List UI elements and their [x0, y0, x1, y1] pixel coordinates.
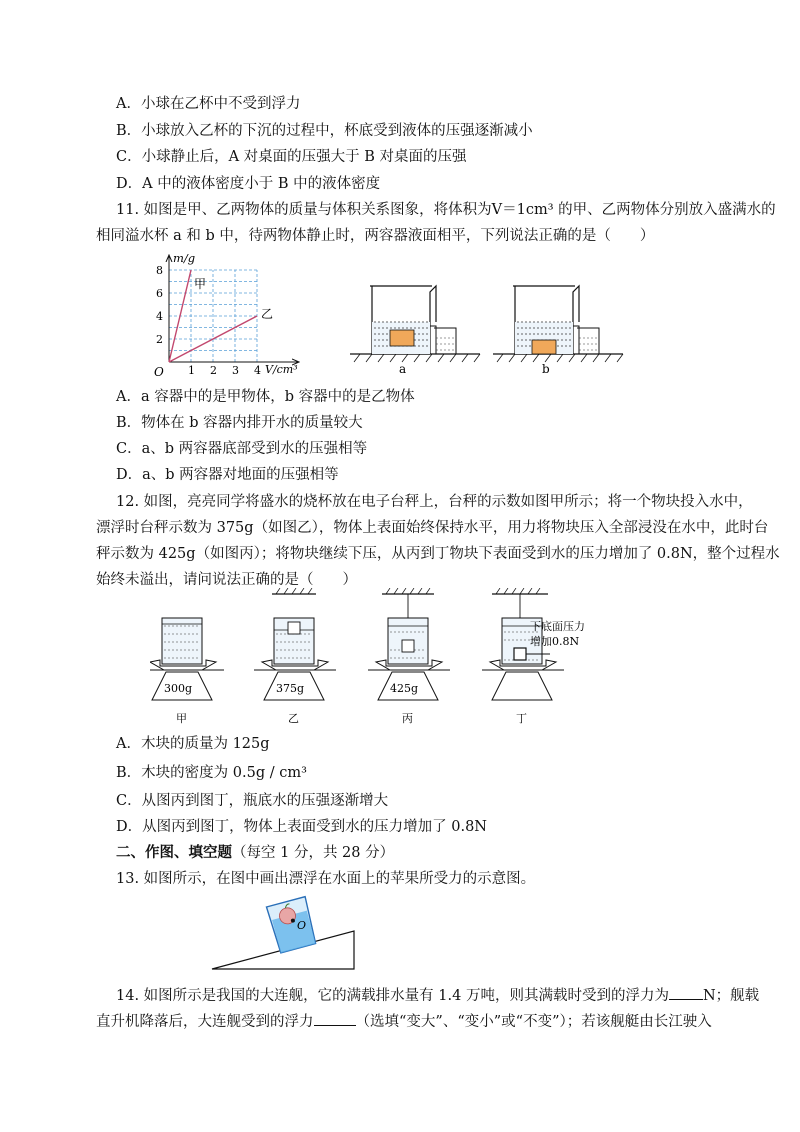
- y-tick-label: 6: [156, 287, 163, 300]
- q14-line1-text-b: N；舰载: [702, 988, 760, 1004]
- cup-a: [350, 286, 480, 376]
- q10-option-c: C．小球静止后，A 对桌面的压强大于 B 对桌面的压强: [116, 149, 467, 165]
- q12-option-b: B．木块的密度为 0.5g / cm³: [116, 765, 307, 781]
- annotation-line1: 下底面压力: [530, 620, 585, 633]
- q14-line1-text-a: 14. 如图所示是我国的大连舰，它的满载排水量有 1.4 万吨，则其满载时受到的浮力为: [116, 988, 669, 1004]
- q12-stem-line1: 12. 如图，亮亮同学将盛水的烧杯放在电子台秤上，台秤的示数如图甲所示；将一个物块投入水中，: [116, 494, 753, 510]
- scale-label-jia: 甲: [176, 712, 187, 725]
- x-axis-label: V/cm³: [265, 363, 298, 376]
- y-axis-label: m/g: [173, 251, 196, 265]
- y-tick-label: 2: [156, 333, 163, 346]
- scale-ding: [482, 588, 585, 725]
- scale-reading-bing: 425g: [390, 682, 419, 695]
- q12-stem-line2: 漂浮时台秤示数为 375g（如图乙），物体上表面始终保持水平，用力将物块压入全部浸没在水中，此时台: [96, 520, 769, 536]
- x-tick-label: 3: [232, 364, 239, 377]
- q11-option-a: A．a 容器中的是甲物体，b 容器中的是乙物体: [116, 389, 415, 405]
- series-label-jia: 甲: [194, 277, 207, 291]
- q11-option-c: C．a、b 两容器底部受到水的压强相等: [116, 441, 368, 457]
- point-o-label: O: [297, 919, 307, 932]
- x-tick-label: 1: [188, 364, 195, 377]
- q11-option-b: B．物体在 b 容器内排开水的质量较大: [116, 415, 363, 431]
- y-tick-label: 8: [156, 264, 163, 277]
- scale-label-bing: 丙: [402, 712, 413, 725]
- q13-stem: 13. 如图所示，在图中画出漂浮在水面上的苹果所受力的示意图。: [116, 871, 536, 887]
- q12-option-d: D．从图丙到图丁，物体上表面受到水的压力增加了 0.8N: [116, 819, 487, 835]
- q11-mass-volume-graph: [148, 250, 308, 380]
- origin-label: O: [154, 365, 164, 379]
- q10-option-b: B．小球放入乙杯的下沉的过程中，杯底受到液体的压强逐渐减小: [116, 123, 533, 139]
- q14-line1: [116, 985, 759, 1006]
- q11-stem-line2: 相同溢水杯 a 和 b 中，待两物体静止时，两容器液面相平，下列说法正确的是（ ）: [96, 228, 655, 244]
- cup-label-a: a: [399, 362, 407, 376]
- scale-label-yi: 乙: [288, 712, 299, 725]
- q11-overflow-cups: [348, 278, 628, 378]
- q14-line2: [96, 1011, 712, 1032]
- q12-option-c: C．从图丙到图丁，瓶底水的压强逐渐增大: [116, 793, 389, 809]
- q12-option-a: A．木块的质量为 125g: [116, 736, 270, 752]
- scale-jia: [150, 618, 224, 725]
- q12-stem-line4: 始终未溢出，请问说法正确的是（ ）: [96, 572, 357, 588]
- q14-blank-1[interactable]: [669, 985, 703, 1000]
- q10-option-d: D．A 中的液体密度小于 B 中的液体密度: [116, 176, 381, 192]
- q14-blank-2[interactable]: [314, 1011, 356, 1026]
- q14-line2-text-a: 直升机降落后，大连舰受到的浮力: [96, 1014, 314, 1030]
- x-tick-label: 2: [210, 364, 217, 377]
- y-tick-label: 4: [156, 310, 163, 323]
- scale-reading-jia: 300g: [164, 682, 193, 695]
- x-tick-label: 4: [254, 364, 261, 377]
- section-title: 二、作图、填空题: [116, 844, 232, 861]
- scale-reading-yi: 375g: [276, 682, 305, 695]
- section-heading: [116, 843, 394, 863]
- scale-label-ding: 丁: [516, 712, 527, 725]
- apple-cup: [266, 897, 317, 954]
- q11-option-d: D．a、b 两容器对地面的压强相等: [116, 467, 339, 483]
- q12-scales-figure: [150, 588, 680, 733]
- q11-stem-line1: 11. 如图是甲、乙两物体的质量与体积关系图象，将体积为V＝1cm³ 的甲、乙两物体分别放入盛满水的: [116, 202, 776, 218]
- annotation-line2: 增加0.8N: [530, 635, 580, 648]
- q14-line2-text-b: （选填“变大”、“变小”或“不变”）；若该舰艇由长江驶入: [355, 1014, 712, 1030]
- section-subtitle: （每空 1 分，共 28 分）: [232, 845, 395, 861]
- q10-option-a: A．小球在乙杯中不受到浮力: [116, 96, 301, 112]
- scale-yi: [254, 588, 336, 725]
- series-label-yi: 乙: [261, 307, 274, 321]
- q12-stem-line3: 秤示数为 425g（如图丙）；将物块继续下压，从丙到丁物块下表面受到水的压力增加了 0.8N，整个过程水: [96, 546, 780, 562]
- series-line-jia: [169, 270, 191, 362]
- cup-label-b: b: [542, 362, 550, 376]
- cup-b: [493, 286, 623, 376]
- scale-bing: [368, 588, 450, 725]
- q13-incline-figure: [210, 893, 360, 971]
